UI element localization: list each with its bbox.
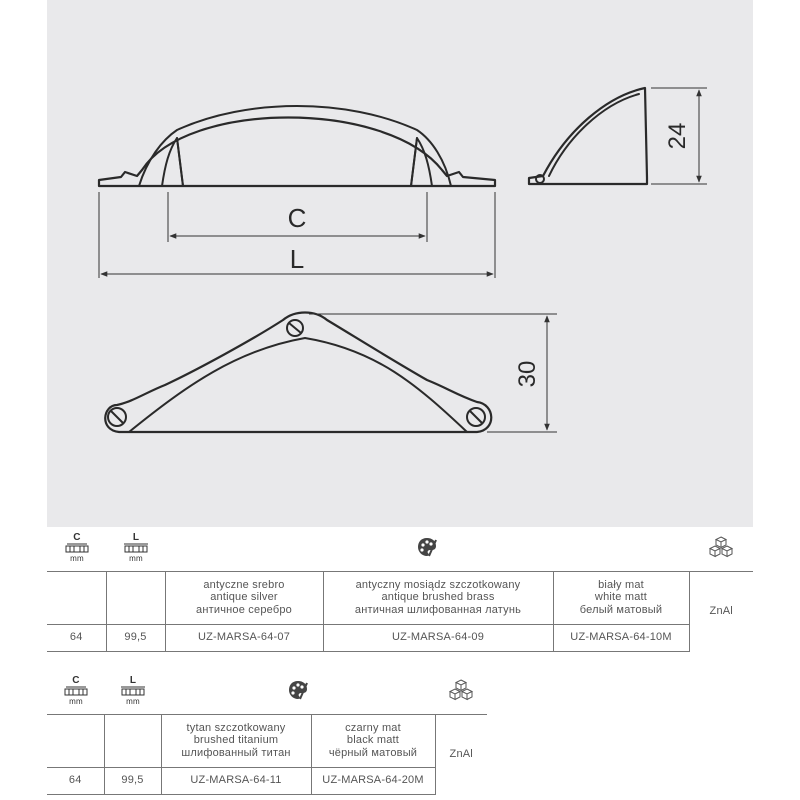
cubes-icon bbox=[708, 535, 734, 559]
svg-text:mm: mm bbox=[128, 554, 143, 563]
svg-text:mm: mm bbox=[69, 554, 84, 563]
c-dimension-icon bbox=[61, 674, 91, 706]
finish-name-pl: czarny mat bbox=[345, 721, 401, 734]
dimension-depth-label: 30 bbox=[514, 360, 541, 388]
c-value: 64 bbox=[47, 767, 104, 794]
c-dimension-icon-cell bbox=[47, 527, 106, 571]
c-dimension-icon bbox=[62, 531, 92, 563]
handle-drawing bbox=[47, 0, 753, 527]
spec-table-2 bbox=[47, 670, 487, 795]
material-icon-cell bbox=[689, 527, 753, 571]
finish-name-en: antique brushed brass bbox=[381, 591, 495, 604]
material-icon-cell bbox=[435, 670, 487, 714]
dimension-c-label: C bbox=[287, 203, 307, 233]
front-view bbox=[99, 106, 495, 186]
finish-name-pl: antyczny mosiądz szczotkowany bbox=[355, 578, 521, 591]
c-dimension-icon-cell bbox=[47, 670, 104, 714]
svg-text:C: C bbox=[71, 675, 80, 686]
finish-name-ru: шлифованный титан bbox=[181, 746, 291, 759]
finish-name-pl: antyczne srebro bbox=[203, 578, 285, 591]
finish-name-en: black matt bbox=[346, 734, 400, 747]
empty-cell bbox=[47, 714, 104, 767]
finish-name-ru: чёрный матовый bbox=[328, 746, 418, 759]
finish-icon-cell bbox=[165, 527, 689, 571]
l-dimension-icon-cell bbox=[106, 527, 165, 571]
svg-text:mm: mm bbox=[125, 697, 140, 706]
product-code: UZ-MARSA-64-20M bbox=[311, 767, 435, 794]
palette-icon bbox=[416, 536, 438, 558]
finish-name-ru: античное серебро bbox=[196, 603, 292, 616]
spec-table-1 bbox=[47, 527, 753, 652]
l-value: 99,5 bbox=[104, 767, 161, 794]
material-value: ZnAl bbox=[689, 571, 753, 651]
c-value: 64 bbox=[47, 624, 106, 651]
empty-cell bbox=[104, 714, 161, 767]
finish-name-ru: античная шлифованная латунь bbox=[354, 603, 522, 616]
empty-cell bbox=[106, 571, 165, 624]
finish-name-cell bbox=[165, 571, 323, 624]
finish-name-cell bbox=[161, 714, 311, 767]
svg-text:C: C bbox=[72, 532, 81, 543]
empty-cell bbox=[47, 571, 106, 624]
l-dimension-icon bbox=[121, 531, 151, 563]
finish-name-pl: tytan szczotkowany bbox=[186, 721, 286, 734]
finish-name-cell bbox=[553, 571, 689, 624]
finish-icon-cell bbox=[161, 670, 435, 714]
product-code: UZ-MARSA-64-11 bbox=[161, 767, 311, 794]
product-code: UZ-MARSA-64-09 bbox=[323, 624, 553, 651]
technical-drawing-panel bbox=[47, 0, 753, 527]
finish-name-cell bbox=[311, 714, 435, 767]
finish-name-en: white matt bbox=[594, 591, 648, 604]
cubes-icon bbox=[448, 678, 474, 702]
l-value: 99,5 bbox=[106, 624, 165, 651]
svg-text:L: L bbox=[132, 532, 139, 543]
material-value: ZnAl bbox=[435, 714, 487, 794]
dimension-height-label: 24 bbox=[664, 122, 691, 150]
svg-text:mm: mm bbox=[68, 697, 83, 706]
product-code: UZ-MARSA-64-10M bbox=[553, 624, 689, 651]
dimension-l-label: L bbox=[289, 244, 305, 274]
top-view bbox=[105, 313, 491, 433]
side-view bbox=[529, 88, 647, 184]
finish-name-ru: белый матовый bbox=[579, 603, 663, 616]
l-dimension-icon bbox=[118, 674, 148, 706]
svg-text:L: L bbox=[129, 675, 136, 686]
finish-name-pl: biały mat bbox=[598, 578, 644, 591]
palette-icon bbox=[287, 679, 309, 701]
product-code: UZ-MARSA-64-07 bbox=[165, 624, 323, 651]
finish-name-en: antique silver bbox=[210, 591, 278, 604]
finish-name-en: brushed titanium bbox=[193, 734, 279, 747]
finish-name-cell bbox=[323, 571, 553, 624]
l-dimension-icon-cell bbox=[104, 670, 161, 714]
